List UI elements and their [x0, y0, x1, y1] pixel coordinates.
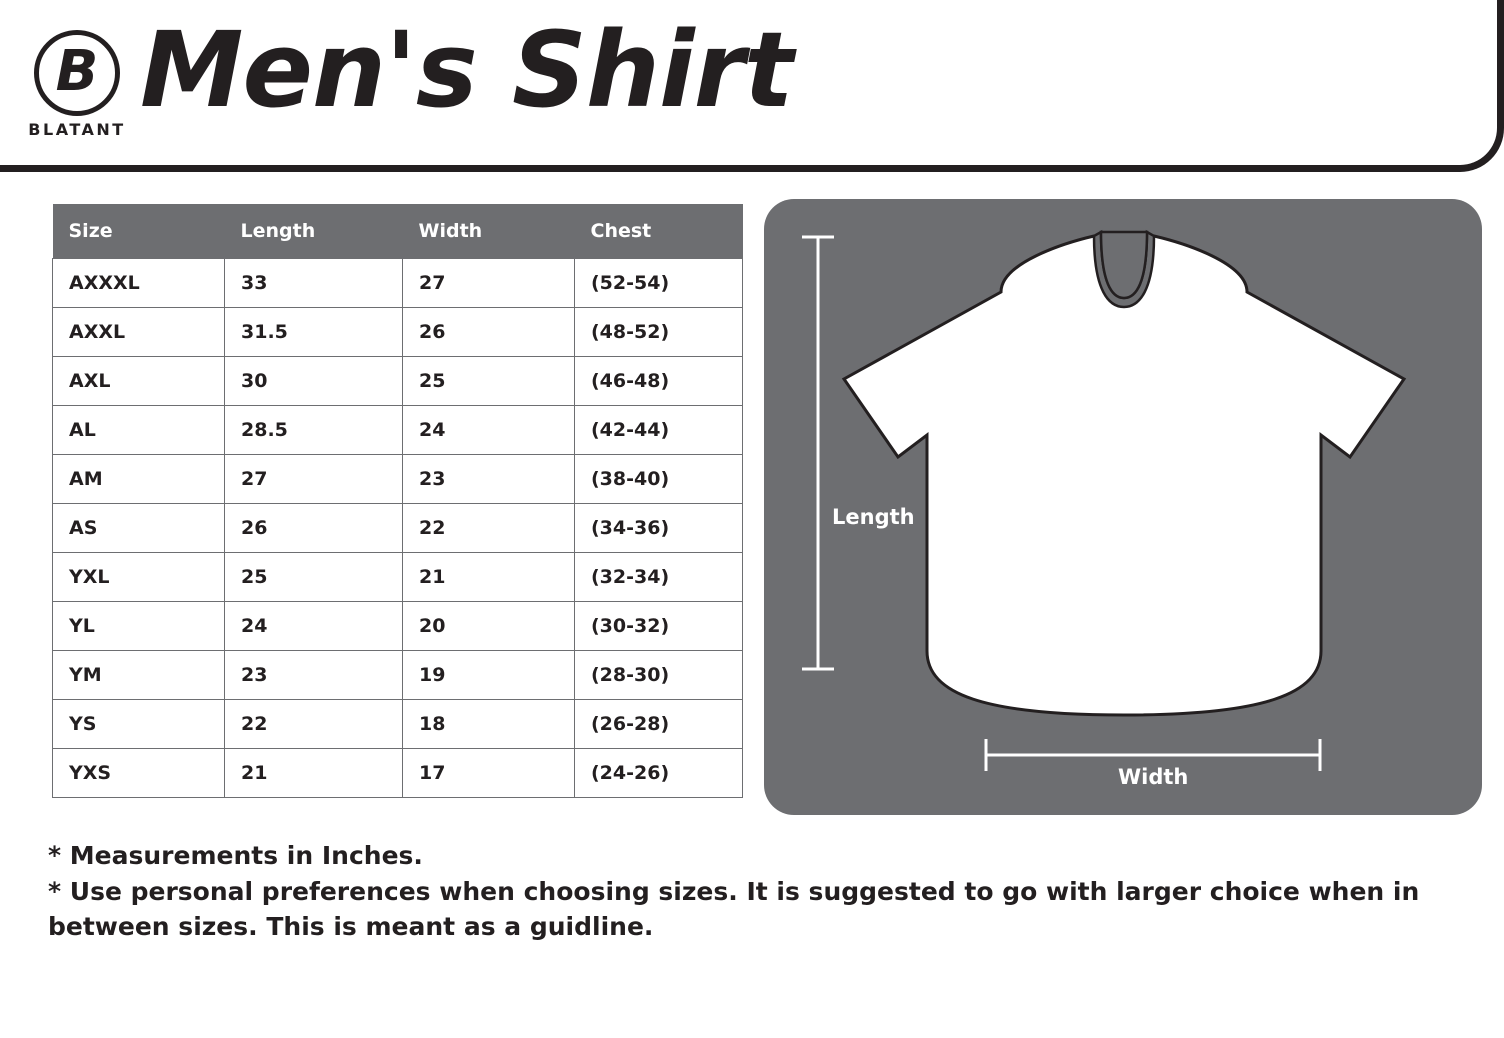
brand-logo	[22, 30, 132, 140]
table-row	[53, 749, 743, 798]
cell-chest: (26-28)	[575, 700, 743, 749]
cell-size: AXXXL	[53, 259, 225, 308]
cell-width: 20	[403, 602, 575, 651]
table-row	[53, 259, 743, 308]
cell-chest: (38-40)	[575, 455, 743, 504]
length-label: Length	[832, 505, 915, 529]
cell-length: 21	[225, 749, 403, 798]
cell-length: 23	[225, 651, 403, 700]
cell-length: 30	[225, 357, 403, 406]
cell-size: AL	[53, 406, 225, 455]
footnote-preferences-line2: between sizes. This is meant as a guidline.	[48, 912, 654, 941]
cell-chest: (52-54)	[575, 259, 743, 308]
cell-size: AM	[53, 455, 225, 504]
cell-width: 26	[403, 308, 575, 357]
logo-circle-icon	[34, 30, 120, 116]
logo-letter: B	[55, 38, 99, 104]
table-row	[53, 700, 743, 749]
cell-width: 21	[403, 553, 575, 602]
footnote-preferences-line1: * Use personal preferences when choosing sizes. It is suggested to go with larger choice when in	[48, 876, 1420, 906]
column-header-size: Size	[53, 204, 225, 259]
cell-size: YXL	[53, 553, 225, 602]
column-header-chest: Chest	[575, 204, 743, 259]
cell-width: 17	[403, 749, 575, 798]
cell-chest: (48-52)	[575, 308, 743, 357]
footnote-measurements: * Measurements in Inches.	[48, 841, 423, 870]
footnotes	[48, 838, 1448, 945]
cell-size: AXXL	[53, 308, 225, 357]
table-header-row	[53, 204, 743, 259]
table-row	[53, 455, 743, 504]
cell-length: 33	[225, 259, 403, 308]
cell-chest: (28-30)	[575, 651, 743, 700]
table-row	[53, 357, 743, 406]
length-measure-line	[802, 237, 834, 669]
page-title: Men's Shirt	[140, 9, 793, 131]
cell-width: 19	[403, 651, 575, 700]
cell-size: AXL	[53, 357, 225, 406]
cell-width: 24	[403, 406, 575, 455]
cell-size: YXS	[53, 749, 225, 798]
cell-size: AS	[53, 504, 225, 553]
cell-length: 27	[225, 455, 403, 504]
cell-chest: (46-48)	[575, 357, 743, 406]
cell-chest: (34-36)	[575, 504, 743, 553]
cell-width: 22	[403, 504, 575, 553]
table-row	[53, 504, 743, 553]
cell-chest: (30-32)	[575, 602, 743, 651]
width-label: Width	[1118, 765, 1189, 789]
column-header-length: Length	[225, 204, 403, 259]
table-row	[53, 406, 743, 455]
table-row	[53, 651, 743, 700]
size-chart-table	[52, 204, 743, 798]
column-header-width: Width	[403, 204, 575, 259]
cell-length: 24	[225, 602, 403, 651]
cell-size: YM	[53, 651, 225, 700]
cell-length: 22	[225, 700, 403, 749]
cell-width: 25	[403, 357, 575, 406]
cell-size: YL	[53, 602, 225, 651]
cell-width: 23	[403, 455, 575, 504]
table-row	[53, 553, 743, 602]
page-header	[0, 0, 1504, 172]
table-row	[53, 602, 743, 651]
brand-name: BLATANT	[28, 120, 126, 139]
cell-chest: (42-44)	[575, 406, 743, 455]
cell-size: YS	[53, 700, 225, 749]
cell-length: 26	[225, 504, 403, 553]
cell-length: 31.5	[225, 308, 403, 357]
cell-width: 18	[403, 700, 575, 749]
cell-chest: (24-26)	[575, 749, 743, 798]
cell-length: 28.5	[225, 406, 403, 455]
table-row	[53, 308, 743, 357]
cell-chest: (32-34)	[575, 553, 743, 602]
cell-width: 27	[403, 259, 575, 308]
cell-length: 25	[225, 553, 403, 602]
